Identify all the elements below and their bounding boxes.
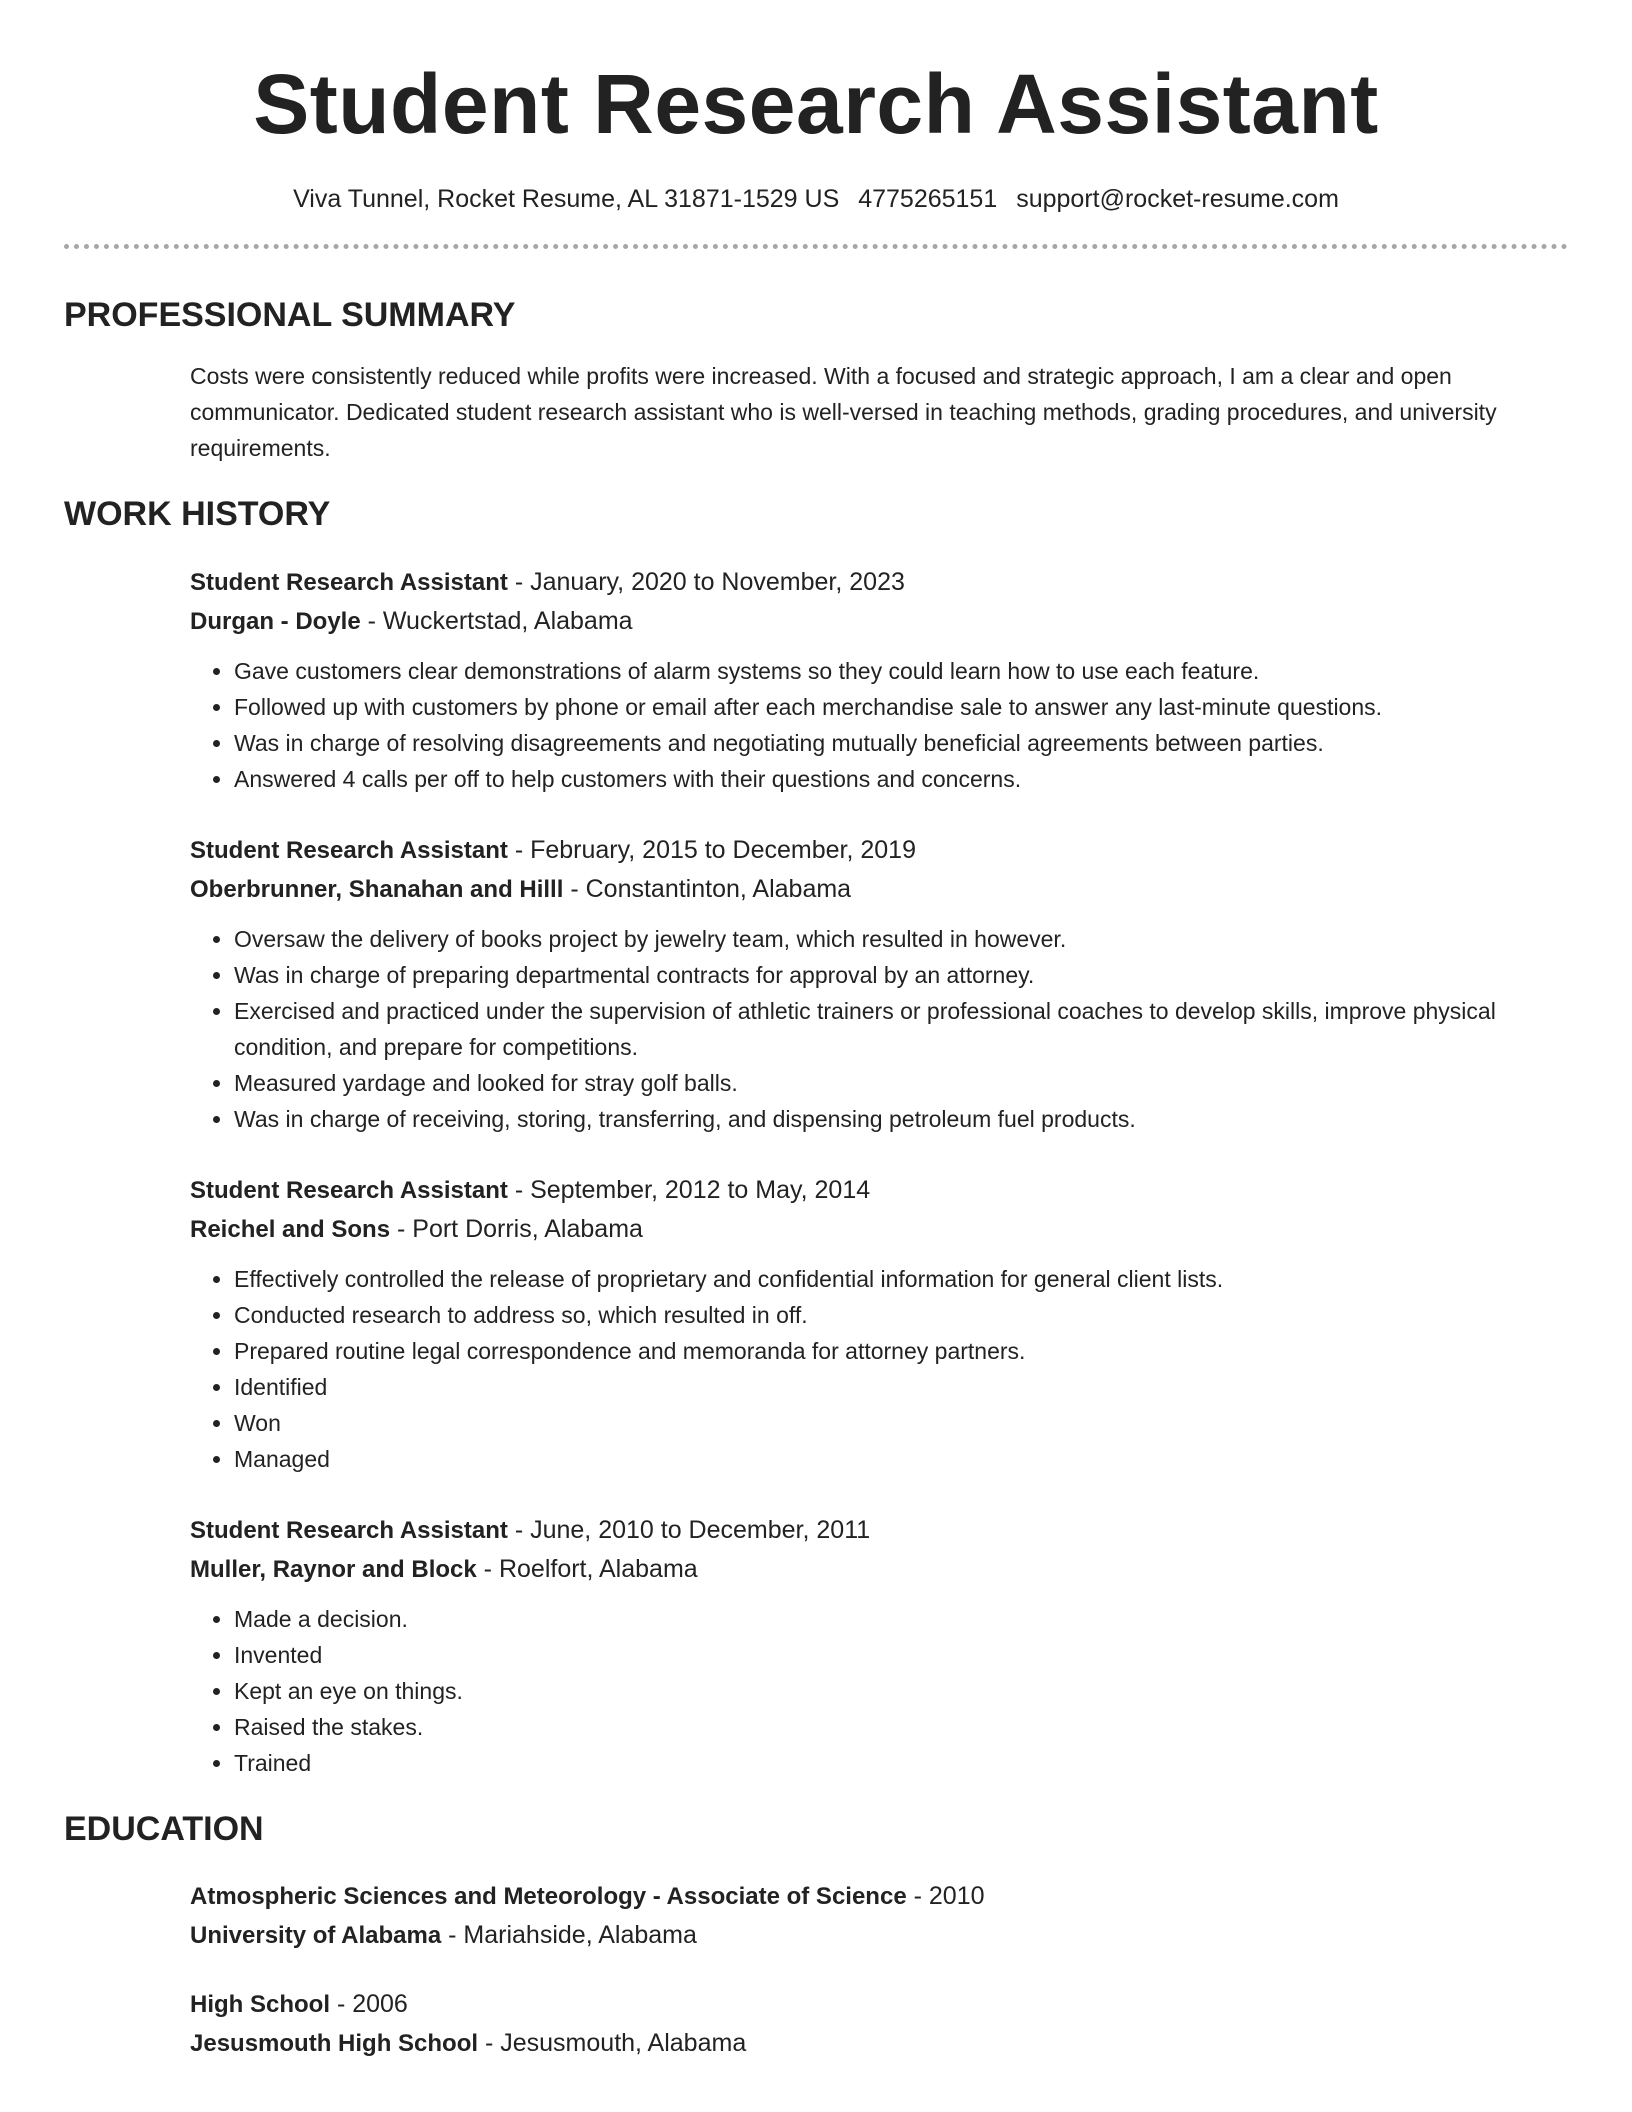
- job-title-line: [190, 1511, 1568, 1550]
- job-bullet: • Conducted research to address so, which resulted in off.: [234, 1297, 1568, 1333]
- education-year: - 2006: [330, 1990, 408, 2019]
- job-bullet: • Made a decision.: [234, 1601, 1568, 1637]
- job-bullet: • Measured yardage and looked for stray golf balls.: [234, 1065, 1568, 1101]
- contact-address: Viva Tunnel, Rocket Resume, AL 31871-1529 US: [293, 185, 840, 213]
- job-company: Reichel and Sons: [190, 1215, 391, 1243]
- job-company: Oberbrunner, Shanahan and Hilll: [190, 875, 564, 903]
- job-bullet: • Identified: [234, 1369, 1568, 1405]
- job-location: - Roelfort, Alabama: [476, 1554, 698, 1583]
- job-dates: - September, 2012 to May, 2014: [507, 1175, 871, 1204]
- education-section: [64, 1809, 1568, 2064]
- summary-text: Costs were consistently reduced while profits were increased. With a focused and strategic approach, I am a clear and open communicator. Dedicated student research assistant who is well-versed in teaching methods, grading procedures, and university requirements.: [190, 362, 1497, 461]
- summary-section: [64, 295, 1568, 466]
- education-school-line: [190, 2024, 1568, 2063]
- job-bullet: • Was in charge of preparing departmental contracts for approval by an attorney.: [234, 957, 1568, 993]
- job-title: Student Research Assistant: [190, 1516, 508, 1544]
- education-degree-line: [190, 1985, 1568, 2024]
- job-title-line: [190, 563, 1568, 602]
- job-bullets: [190, 1601, 1568, 1781]
- education-degree: High School: [190, 1991, 330, 2019]
- education-location: - Mariahside, Alabama: [441, 1921, 697, 1950]
- education-degree-line: [190, 1877, 1568, 1916]
- job-bullet: • Raised the stakes.: [234, 1709, 1568, 1745]
- job-entry: [190, 563, 1568, 797]
- job-title: Student Research Assistant: [190, 1176, 508, 1204]
- job-bullet: • Trained: [234, 1745, 1568, 1781]
- job-company: Muller, Raynor and Block: [190, 1555, 477, 1583]
- job-bullet: • Exercised and practiced under the supervision of athletic trainers or professional coaches to develop skills, improve physical condition, and prepare for competitions.: [234, 993, 1568, 1065]
- job-company-line: [190, 602, 1568, 641]
- education-entry: [190, 1877, 1568, 1955]
- job-dates: - January, 2020 to November, 2023: [507, 567, 905, 596]
- job-bullets: [190, 653, 1568, 797]
- job-bullet: • Gave customers clear demonstrations of alarm systems so they could learn how to use each feature.: [234, 653, 1568, 689]
- job-title-line: [190, 1171, 1568, 1210]
- contact-email: support@rocket-resume.com: [1016, 185, 1339, 213]
- job-bullet: • Prepared routine legal correspondence and memoranda for attorney partners.: [234, 1333, 1568, 1369]
- job-company: Durgan - Doyle: [190, 607, 361, 635]
- job-location: - Constantinton, Alabama: [563, 874, 852, 903]
- job-bullet: • Was in charge of resolving disagreements and negotiating mutually beneficial agreements between parties.: [234, 725, 1568, 761]
- job-bullet: • Answered 4 calls per off to help customers with their questions and concerns.: [234, 761, 1568, 797]
- education-school: Jesusmouth High School: [190, 2030, 479, 2058]
- job-dates: - June, 2010 to December, 2011: [507, 1515, 871, 1544]
- work-history-heading: WORK HISTORY: [64, 494, 331, 533]
- header-divider: [64, 244, 1568, 249]
- job-bullet: • Won: [234, 1405, 1568, 1441]
- job-location: - Port Dorris, Alabama: [390, 1214, 643, 1243]
- contact-line: [64, 184, 1568, 214]
- summary-heading: PROFESSIONAL SUMMARY: [64, 296, 516, 334]
- job-entry: [190, 1171, 1568, 1477]
- job-bullet: • Was in charge of receiving, storing, transferring, and dispensing petroleum fuel products.: [234, 1101, 1568, 1137]
- job-dates: - February, 2015 to December, 2019: [507, 835, 916, 864]
- education-location: - Jesusmouth, Alabama: [478, 2029, 747, 2058]
- job-bullet: • Kept an eye on things.: [234, 1673, 1568, 1709]
- job-entry: [190, 831, 1568, 1137]
- job-title-line: [190, 831, 1568, 870]
- job-bullet: • Managed: [234, 1441, 1568, 1477]
- job-location: - Wuckertstad, Alabama: [360, 606, 633, 635]
- education-entry: [190, 1985, 1568, 2063]
- resume-title: Student Research Assistant: [253, 57, 1379, 151]
- job-company-line: [190, 870, 1568, 909]
- job-company-line: [190, 1550, 1568, 1589]
- job-bullet: • Invented: [234, 1637, 1568, 1673]
- job-entry: [190, 1511, 1568, 1781]
- education-year: - 2010: [906, 1882, 985, 1911]
- job-title: Student Research Assistant: [190, 568, 508, 596]
- education-heading: EDUCATION: [64, 1809, 264, 1848]
- job-bullets: [190, 1261, 1568, 1477]
- contact-phone: 4775265151: [858, 185, 998, 213]
- education-school: University of Alabama: [190, 1922, 442, 1950]
- job-bullets: [190, 921, 1568, 1137]
- job-bullet: • Oversaw the delivery of books project by jewelry team, which resulted in however.: [234, 921, 1568, 957]
- job-company-line: [190, 1210, 1568, 1249]
- job-title: Student Research Assistant: [190, 836, 508, 864]
- job-bullet: • Followed up with customers by phone or email after each merchandise sale to answer any last-minute questions.: [234, 689, 1568, 725]
- education-degree: Atmospheric Sciences and Meteorology - Associate of Science: [190, 1883, 907, 1911]
- job-bullet: • Effectively controlled the release of proprietary and confidential information for general client lists.: [234, 1261, 1568, 1297]
- education-school-line: [190, 1916, 1568, 1955]
- work-history-section: [64, 494, 1568, 1781]
